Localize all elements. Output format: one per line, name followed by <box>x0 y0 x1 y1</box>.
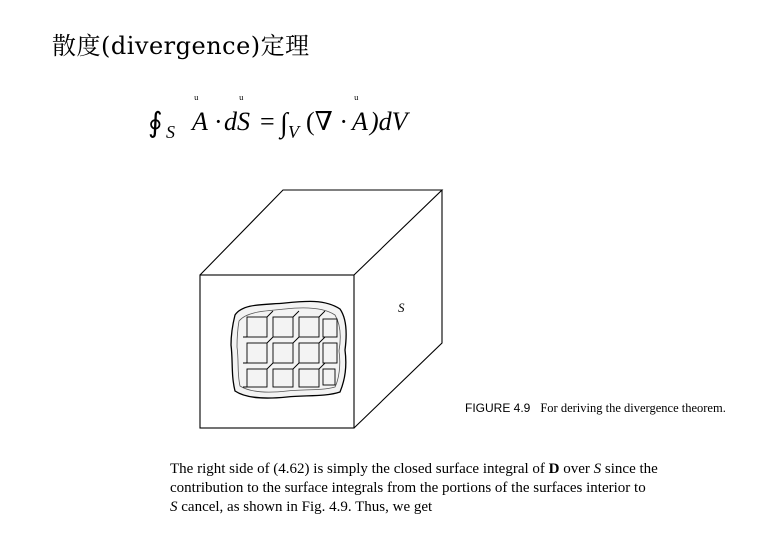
cube-svg <box>195 185 485 435</box>
body-paragraph <box>170 460 730 517</box>
equals-sign: = <box>260 107 275 136</box>
cutaway-region <box>231 301 346 398</box>
caption-head: FIGURE 4.9 <box>465 401 531 415</box>
close-dv: )dV <box>370 107 408 136</box>
body-line-3-post: cancel, as shown in Fig. 4.9. Thus, we get <box>177 499 433 515</box>
body-line-2: contribution to the surface integrals from the portions of the surfaces interior to <box>170 480 646 496</box>
vector-s: S <box>237 107 250 136</box>
field-d: D <box>548 461 560 477</box>
cube-top-face <box>200 190 442 275</box>
cube-figure <box>195 185 485 435</box>
volume-subscript: V <box>288 122 299 142</box>
body-line-1-post: since the <box>601 461 658 477</box>
vector-mark-s: ᵘ <box>239 93 244 108</box>
figure-caption <box>465 400 765 416</box>
surface-label: S <box>398 300 405 315</box>
formula-svg <box>148 90 448 150</box>
differential-d: d <box>224 107 237 136</box>
vector-mark-a2: ᵘ <box>354 93 359 108</box>
nabla-dot: (∇ · <box>306 107 348 136</box>
surface-subscript: S <box>166 122 175 142</box>
dot-operator: · <box>214 107 223 136</box>
body-line-1-pre: The right side of (4.62) is simply the closed surface integral of <box>170 461 549 477</box>
page-title: 散度(divergence)定理 <box>52 32 310 60</box>
volume-integral-sign: ∫ <box>280 108 288 139</box>
surface-s: S <box>593 461 602 477</box>
vector-a-rhs: A <box>352 107 368 136</box>
surface-s-2: S <box>170 499 178 515</box>
caption-text: For deriving the divergence theorem. <box>540 401 726 415</box>
body-line-1-mid: over <box>559 461 594 477</box>
vector-a: A <box>192 107 208 136</box>
vector-mark-a: ᵘ <box>194 93 199 108</box>
closed-integral-sign: ∮ <box>148 108 163 139</box>
body-line-3 <box>170 498 730 517</box>
body-line-1 <box>170 460 730 479</box>
divergence-formula <box>148 90 448 150</box>
